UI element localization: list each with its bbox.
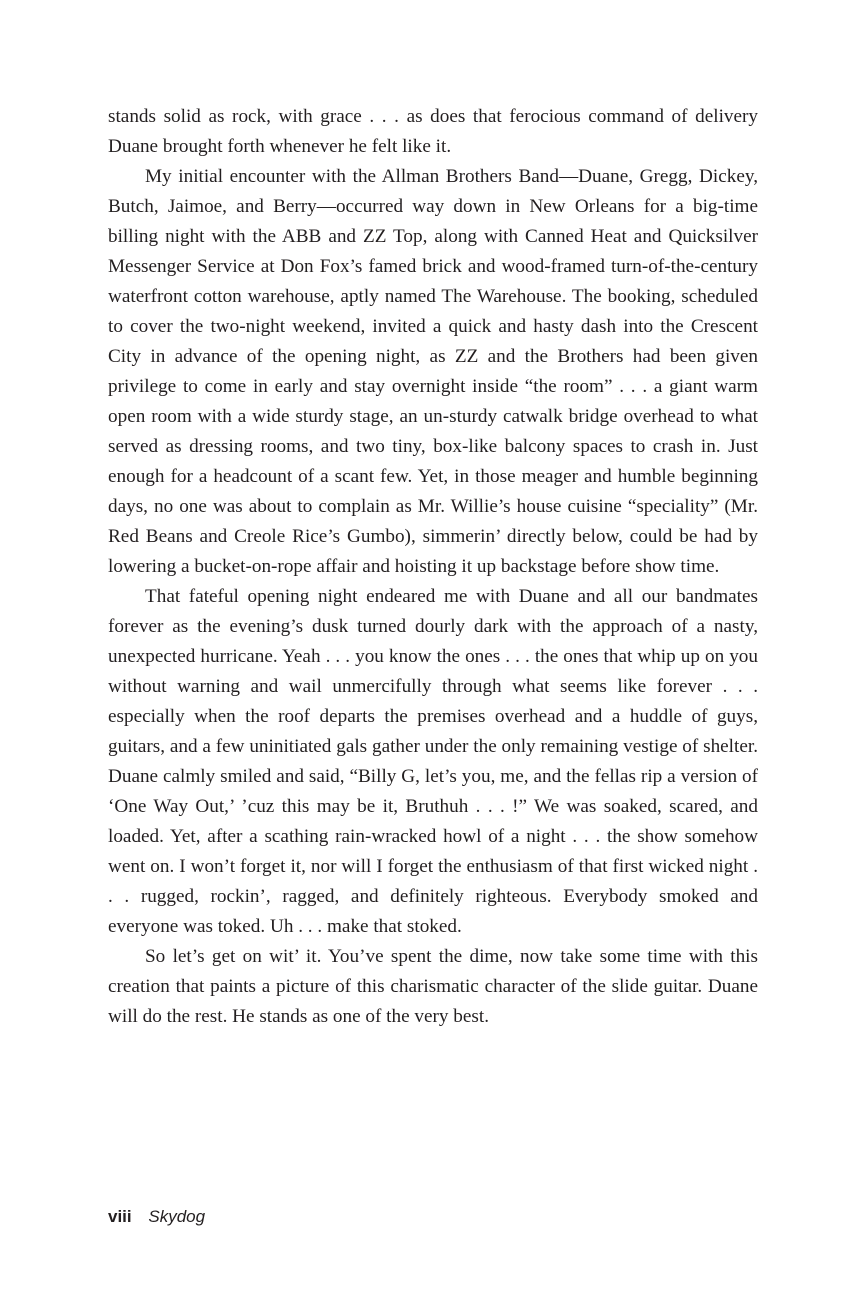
running-title: Skydog xyxy=(148,1207,206,1226)
page-number: viii xyxy=(108,1207,132,1226)
paragraph-continuation: stands solid as rock, with grace . . . as does that ferocious command of delivery Duane brought forth whenever he felt like it. xyxy=(108,106,758,157)
paragraph-initial-encounter: My initial encounter with the Allman Brothers Band—Duane, Gregg, Dickey, Butch, Jaimoe, and Berry—occurred way down in New Orleans for a big-time billing night with the ABB and ZZ Top, along with Canned Heat and Quicksilver Messenger Service at Don Fox’s famed brick and wood-framed turn-of-the-century waterfront cotton warehouse, aptly named The Warehouse. The booking, scheduled to cover the two-night weekend, invited a quick and hasty dash into the Crescent City in advance of the opening night, as ZZ and the Brothers had been given privilege to come in early and stay overnight inside “the room” . . . a giant warm open room with a wide sturdy stage, an un-sturdy catwalk bridge overhead to what served as dressing rooms, and two tiny, box-like balcony spaces to crash in. Just enough for a headcount of a scant few. Yet, in those meager and humble beginning days, no one was about to complain as Mr. Willie’s house cuisine “speciality” (Mr. Red Beans and Creole Rice’s Gumbo), simmerin’ directly below, could be had by lowering a bucket-on-rope affair and hoisting it up backstage before show time. xyxy=(108,166,758,577)
paragraph-opening-night: That fateful opening night endeared me with Duane and all our bandmates forever as the evening’s dusk turned dourly dark with the approach of a nasty, unexpected hurricane. Yeah . . . you know the ones . . . the ones that whip up on you without warning and wail unmercifully through what seems like forever . . . especially when the roof departs the premises overhead and a huddle of guys, guitars, and a few uninitiated gals gather under the only remaining vestige of shelter. Duane calmly smiled and said, “Billy G, let’s you, me, and the fellas rip a version of ‘One Way Out,’ ’cuz this may be it, Bruthuh . . . !” We was soaked, scared, and loaded. Yet, after a scathing rain-wracked howl of a night . . . the show somehow went on. I won’t forget it, nor will I forget the enthusiasm of that first wicked night . . . rugged, rockin’, ragged, and definitely righteous. Everybody smoked and everyone was toked. Uh . . . make that stoked. xyxy=(108,586,758,937)
page-body xyxy=(108,102,758,1032)
paragraph-closing: So let’s get on wit’ it. You’ve spent the dime, now take some time with this creation that paints a picture of this charismatic character of the slide guitar. Duane will do the rest. He stands as one of the very best. xyxy=(108,946,758,1027)
page-footer xyxy=(108,1205,205,1229)
